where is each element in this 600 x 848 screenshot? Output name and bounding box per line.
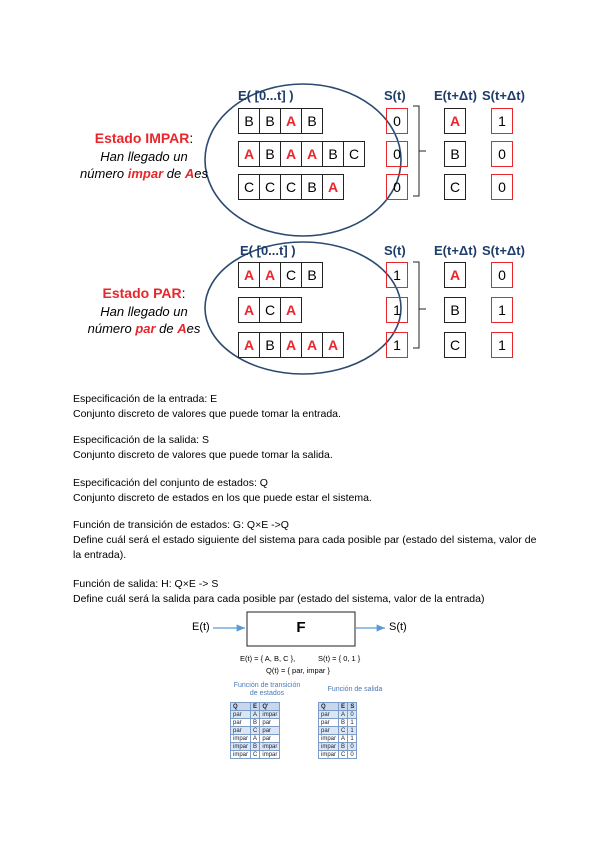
- s-header: S(t): [384, 88, 406, 103]
- sequence-symbol: A: [239, 298, 260, 322]
- sequence-symbol: C: [281, 263, 302, 287]
- transition-table: [230, 702, 280, 759]
- table-cell: B: [251, 743, 260, 751]
- table-cell: C: [251, 751, 260, 759]
- table-cell: impar: [319, 751, 339, 759]
- next-output-box: 1: [491, 108, 513, 134]
- next-output-box: 1: [491, 297, 513, 323]
- sequence-symbol: A: [281, 333, 302, 357]
- next-output-box: 1: [491, 332, 513, 358]
- sequence-symbol: A: [281, 109, 302, 133]
- next-input-box: C: [444, 332, 466, 358]
- table-cell: A: [251, 711, 260, 719]
- sequence-symbol: A: [285, 302, 297, 318]
- next-output-box: 0: [491, 174, 513, 200]
- sequence-symbol: C: [348, 146, 360, 162]
- table-cell: impar: [319, 743, 339, 751]
- table-header-cell: Q: [231, 703, 251, 711]
- table-header-cell: E: [339, 703, 348, 711]
- table-cell: 1: [348, 719, 357, 727]
- spec-desc: Conjunto discreto de valores que puede tomar la salida.: [73, 449, 333, 461]
- table-cell: impar: [319, 735, 339, 743]
- sequence-symbol: A: [302, 333, 323, 357]
- table-cell: C: [339, 727, 348, 735]
- sequence-symbol: A: [239, 333, 260, 357]
- transition-caption: Función de transición de estados: [233, 682, 301, 697]
- spec-desc: Define cuál será el estado siguiente del sistema para cada posible par (estado del sistema, valor de la entrada).: [73, 534, 537, 561]
- output-value-box: 0: [386, 108, 408, 134]
- sequence-symbol: B: [260, 333, 281, 357]
- sequence-symbol: A: [260, 263, 281, 287]
- sequence-symbol: B: [260, 109, 281, 133]
- table-header-cell: E: [251, 703, 260, 711]
- sequence-symbol: B: [302, 175, 323, 199]
- table-header-cell: Q: [319, 703, 339, 711]
- table-row: [231, 743, 280, 751]
- table-header-cell: Q': [260, 703, 280, 711]
- sequence-symbol: A: [281, 142, 302, 166]
- input-sequence: [238, 174, 344, 200]
- table-row: [319, 743, 357, 751]
- table-row: [319, 735, 357, 743]
- table-cell: 0: [348, 751, 357, 759]
- output-value-box: 1: [386, 332, 408, 358]
- state-title: Estado PAR: [102, 285, 182, 301]
- input-sequence: [238, 108, 323, 134]
- next-output-box: 0: [491, 262, 513, 288]
- table-cell: A: [339, 735, 348, 743]
- spec-transicion: [73, 518, 543, 563]
- output-value-box: 0: [386, 174, 408, 200]
- sequence-symbol: B: [307, 267, 317, 283]
- state-title: Estado IMPAR: [94, 130, 190, 146]
- s-header: S(t): [384, 243, 406, 258]
- q-set: Q(t) = { par, impar }: [266, 666, 330, 675]
- table-cell: 1: [348, 727, 357, 735]
- state-line1: Han llegado un: [100, 304, 188, 319]
- table-cell: par: [319, 727, 339, 735]
- table-row: [319, 751, 357, 759]
- state-line2: número par de Aes: [87, 321, 201, 336]
- table-cell: 1: [348, 735, 357, 743]
- sequence-symbol: B: [260, 142, 281, 166]
- table-cell: impar: [231, 743, 251, 751]
- spec-desc: Conjunto discreto de valores que puede tomar la entrada.: [73, 408, 341, 420]
- table-header-cell: S: [348, 703, 357, 711]
- spec-salida: [73, 433, 543, 463]
- s-set: S(t) = { 0, 1 }: [318, 654, 361, 663]
- sequence-symbol: A: [327, 179, 339, 195]
- input-label: E(t): [192, 621, 210, 633]
- table-cell: impar: [260, 711, 280, 719]
- sequence-symbol: B: [307, 113, 317, 129]
- table-cell: impar: [260, 743, 280, 751]
- table-cell: par: [260, 719, 280, 727]
- state-description-impar: [74, 130, 214, 182]
- table-cell: 0: [348, 711, 357, 719]
- output-label: S(t): [389, 621, 407, 633]
- colon: :: [181, 285, 186, 301]
- next-input-box: A: [444, 108, 466, 134]
- table-row: [319, 711, 357, 719]
- sequence-symbol: C: [260, 175, 281, 199]
- sequence-symbol: A: [239, 142, 260, 166]
- table-cell: B: [339, 743, 348, 751]
- spec-desc: Define cuál será la salida para cada posible par (estado del sistema, valor de la entrada): [73, 593, 485, 605]
- sequence-symbol: C: [260, 298, 281, 322]
- table-cell: A: [251, 735, 260, 743]
- sequence-symbol: A: [327, 337, 339, 353]
- ellipse-label: E( [0...t] ): [240, 243, 296, 258]
- next-input-box: A: [444, 262, 466, 288]
- table-header-row: [319, 703, 357, 711]
- output-value-box: 0: [386, 141, 408, 167]
- state-line1: Han llegado un: [100, 149, 188, 164]
- table-row: [319, 727, 357, 735]
- table-row: [231, 719, 280, 727]
- table-row: [231, 727, 280, 735]
- sequence-symbol: B: [323, 142, 344, 166]
- e-next-header: E(t+Δt): [434, 88, 477, 103]
- input-sequence: [238, 141, 365, 167]
- s-next-header: S(t+Δt): [482, 88, 525, 103]
- table-row: [319, 719, 357, 727]
- table-row: [231, 751, 280, 759]
- spec-estados: [73, 476, 543, 506]
- spec-title: Función de transición de estados: G: Q×E ->Q: [73, 519, 289, 531]
- function-label: F: [296, 619, 306, 636]
- spec-desc: Conjunto discreto de estados en los que puede estar el sistema.: [73, 492, 372, 504]
- spec-entrada: [73, 392, 543, 422]
- output-value-box: 1: [386, 262, 408, 288]
- table-cell: par: [319, 711, 339, 719]
- table-cell: par: [260, 727, 280, 735]
- e-set: E(t) = { A, B, C },: [240, 654, 296, 663]
- sequence-symbol: A: [239, 263, 260, 287]
- table-row: [231, 711, 280, 719]
- s-next-header: S(t+Δt): [482, 243, 525, 258]
- table-cell: par: [260, 735, 280, 743]
- table-cell: impar: [231, 751, 251, 759]
- state-line2: número impar de Aes: [80, 166, 208, 181]
- state-description-par: [74, 285, 214, 337]
- table-cell: impar: [231, 735, 251, 743]
- spec-title: Función de salida: H: Q×E -> S: [73, 578, 219, 590]
- input-sequence: [238, 332, 344, 358]
- sequence-symbol: C: [239, 175, 260, 199]
- spec-title: Especificación de la salida: S: [73, 434, 209, 446]
- table-cell: par: [319, 719, 339, 727]
- table-cell: B: [339, 719, 348, 727]
- output-caption: Función de salida: [327, 686, 383, 693]
- table-cell: A: [339, 711, 348, 719]
- sequence-symbol: B: [239, 109, 260, 133]
- colon: :: [189, 130, 194, 146]
- table-cell: C: [339, 751, 348, 759]
- next-output-box: 0: [491, 141, 513, 167]
- next-input-box: C: [444, 174, 466, 200]
- table-cell: B: [251, 719, 260, 727]
- sequence-symbol: C: [281, 175, 302, 199]
- table-row: [231, 735, 280, 743]
- spec-title: Especificación de la entrada: E: [73, 393, 218, 405]
- input-sequence: [238, 262, 323, 288]
- output-value-box: 1: [386, 297, 408, 323]
- table-cell: par: [231, 727, 251, 735]
- table-header-row: [231, 703, 280, 711]
- spec-title: Especificación del conjunto de estados: Q: [73, 477, 268, 489]
- table-cell: impar: [260, 751, 280, 759]
- table-cell: par: [231, 711, 251, 719]
- next-input-box: B: [444, 297, 466, 323]
- output-function-table: [318, 702, 357, 759]
- next-input-box: B: [444, 141, 466, 167]
- sequence-symbol: A: [302, 142, 323, 166]
- input-sequence: [238, 297, 302, 323]
- table-cell: 0: [348, 743, 357, 751]
- table-cell: par: [231, 719, 251, 727]
- ellipse-label: E( [0...t] ): [238, 88, 294, 103]
- e-next-header: E(t+Δt): [434, 243, 477, 258]
- table-cell: C: [251, 727, 260, 735]
